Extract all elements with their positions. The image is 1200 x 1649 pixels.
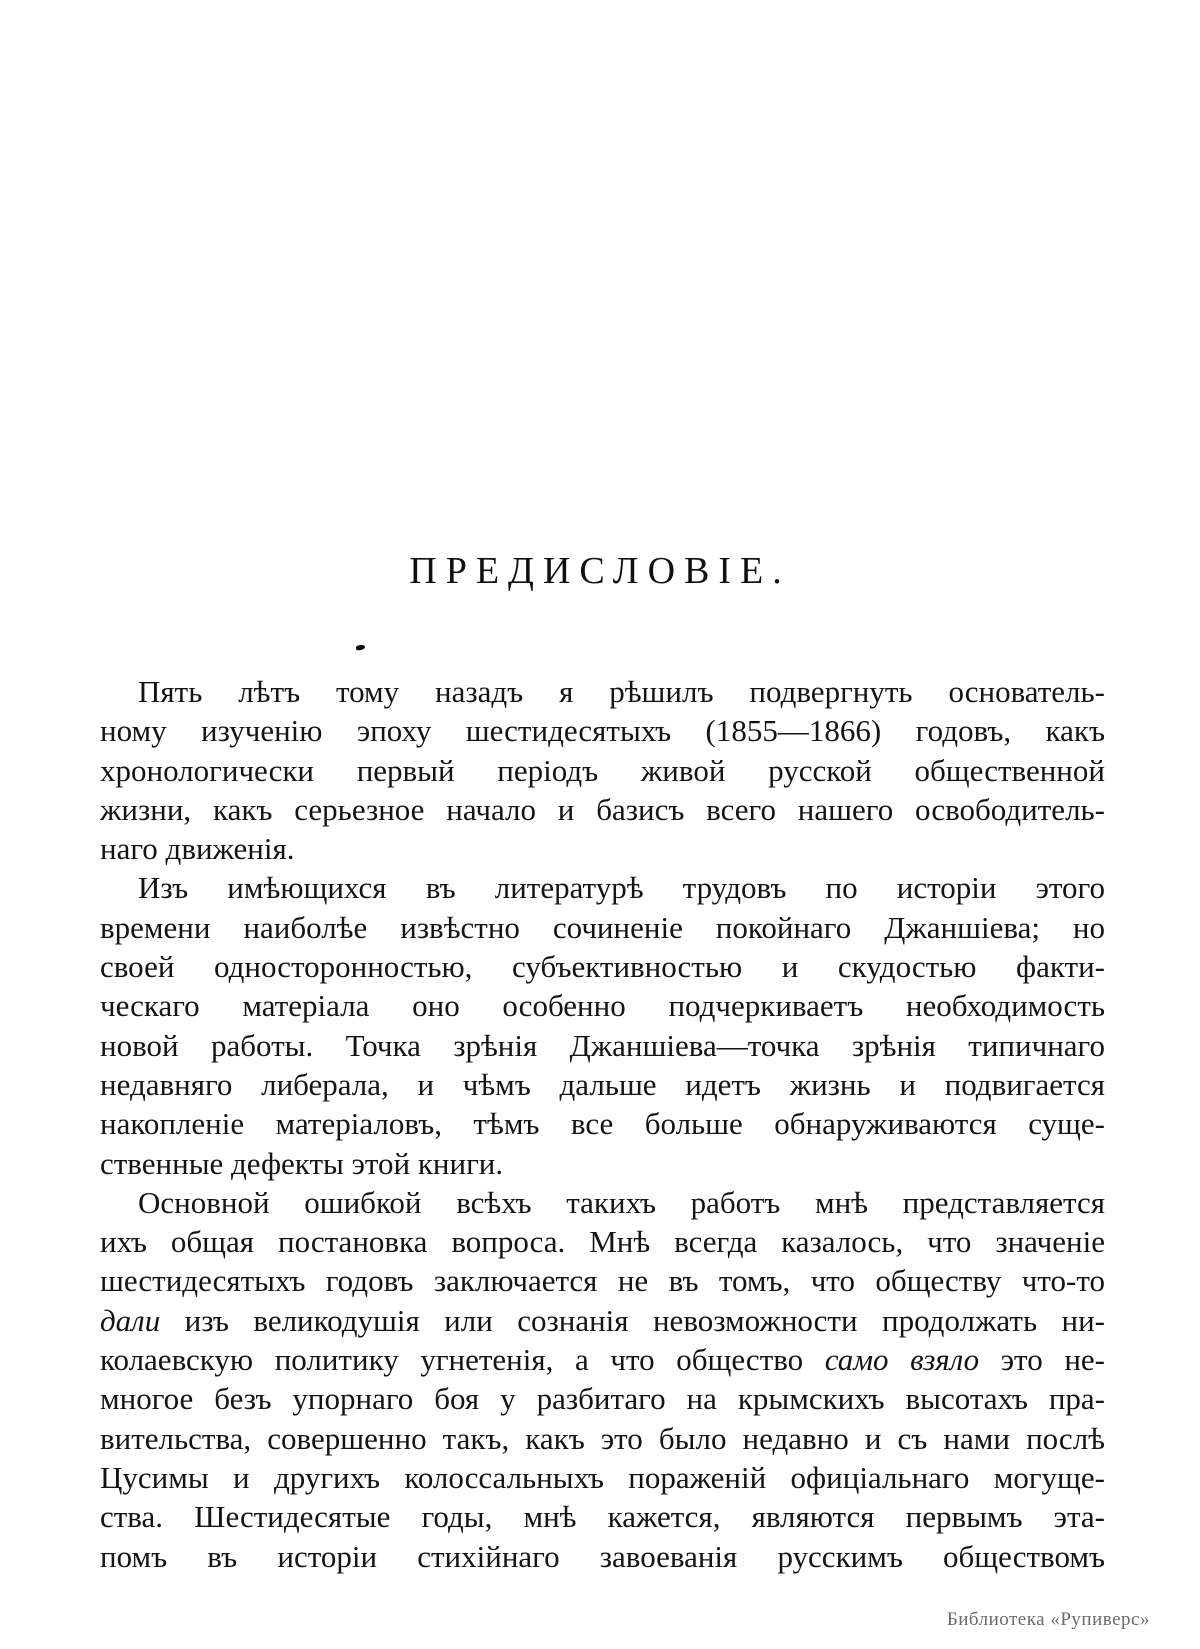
- text-line: [100, 947, 1105, 986]
- text-line: [100, 1261, 1105, 1300]
- text-line: [100, 1379, 1105, 1418]
- text-segment: ственные дефекты этой книги.: [100, 1145, 504, 1181]
- text-line: [100, 672, 1105, 711]
- text-line: [100, 790, 1105, 829]
- text-segment: недавняго либерала, и чѣмъ дальше идетъ жизнь и подвигается: [100, 1066, 1105, 1102]
- text-segment-italic: дали: [100, 1302, 161, 1338]
- text-line: [100, 1183, 1105, 1222]
- text-segment: ихъ общая постановка вопроса. Мнѣ всегда казалось, что значеніе: [100, 1224, 1105, 1260]
- text-segment: ному изученію эпоху шестидесятыхъ (1855—1866) годовъ, какъ: [100, 713, 1105, 749]
- text-segment: это не-: [1000, 1342, 1105, 1378]
- text-line: [100, 868, 1105, 907]
- text-line: [100, 1458, 1105, 1497]
- text-segment: колаевскую политику угнетенія, а что общество: [100, 1342, 804, 1378]
- text-segment: наго движенія.: [100, 831, 295, 867]
- text-segment: Основной ошибкой всѣхъ такихъ работъ мнѣ представляется: [138, 1184, 1105, 1220]
- text-line: [100, 1144, 1105, 1183]
- text-line: [100, 1301, 1105, 1340]
- text-line: [100, 1497, 1105, 1536]
- text-line: [100, 1222, 1105, 1261]
- text-line: [100, 908, 1105, 947]
- text-segment: хронологически первый періодъ живой русской общественной: [100, 752, 1105, 788]
- text-segment: Цусимы и другихъ колоссальныхъ пораженій офиціальнаго могуще-: [100, 1459, 1105, 1495]
- text-line: [100, 1537, 1105, 1576]
- text-line: [100, 751, 1105, 790]
- text-line: [100, 711, 1105, 750]
- text-segment: вительства, совершенно такъ, какъ это было недавно и съ нами послѣ: [100, 1420, 1105, 1456]
- text-segment: своей односторонностью, субъективностью и скудостью факти-: [100, 949, 1105, 985]
- text-segment: помъ въ исторіи стихійнаго завоеванія русскимъ обществомъ: [100, 1538, 1105, 1574]
- library-watermark: Библиотека «Рупиверс»: [946, 1609, 1150, 1630]
- text-line: [100, 1340, 1105, 1379]
- text-segment: времени наиболѣе извѣстно сочиненіе покойнаго Джаншіева; но: [100, 909, 1105, 945]
- text-segment: шестидесятыхъ годовъ заключается не въ томъ, что обществу что-то: [100, 1263, 1105, 1299]
- ink-speck: [356, 644, 366, 650]
- page-title: ПРЕДИСЛОВІЕ.: [409, 550, 791, 593]
- text-line: [100, 829, 1105, 868]
- text-segment: жизни, какъ серьезное начало и базисъ всего нашего освободитель-: [100, 791, 1105, 827]
- body-text: [100, 672, 1105, 1576]
- text-segment: Изъ имѣющихся въ литературѣ трудовъ по исторіи этого: [138, 870, 1105, 906]
- text-line: [100, 1026, 1105, 1065]
- text-line: [100, 1065, 1105, 1104]
- text-segment: новой работы. Точка зрѣнія Джаншіева—точка зрѣнія типичнаго: [100, 1027, 1105, 1063]
- text-line: [100, 1104, 1105, 1143]
- text-segment: ства. Шестидесятые годы, мнѣ кажется, являются первымъ эта-: [100, 1499, 1105, 1535]
- text-line: [100, 1419, 1105, 1458]
- text-segment: накопленіе матеріаловъ, тѣмъ все больше обнаруживаются суще-: [100, 1106, 1105, 1142]
- text-segment: многое безъ упорнаго боя у разбитаго на крымскихъ высотахъ пра-: [100, 1381, 1105, 1417]
- text-segment: ческаго матеріала оно особенно подчеркиваетъ необходимость: [100, 988, 1105, 1024]
- text-segment: изъ великодушія или сознанія невозможности продолжать ни-: [184, 1302, 1105, 1338]
- text-segment-italic: само взяло: [824, 1342, 980, 1378]
- text-line: [100, 986, 1105, 1025]
- text-segment: Пять лѣтъ тому назадъ я рѣшилъ подвергнуть основатель-: [138, 674, 1105, 709]
